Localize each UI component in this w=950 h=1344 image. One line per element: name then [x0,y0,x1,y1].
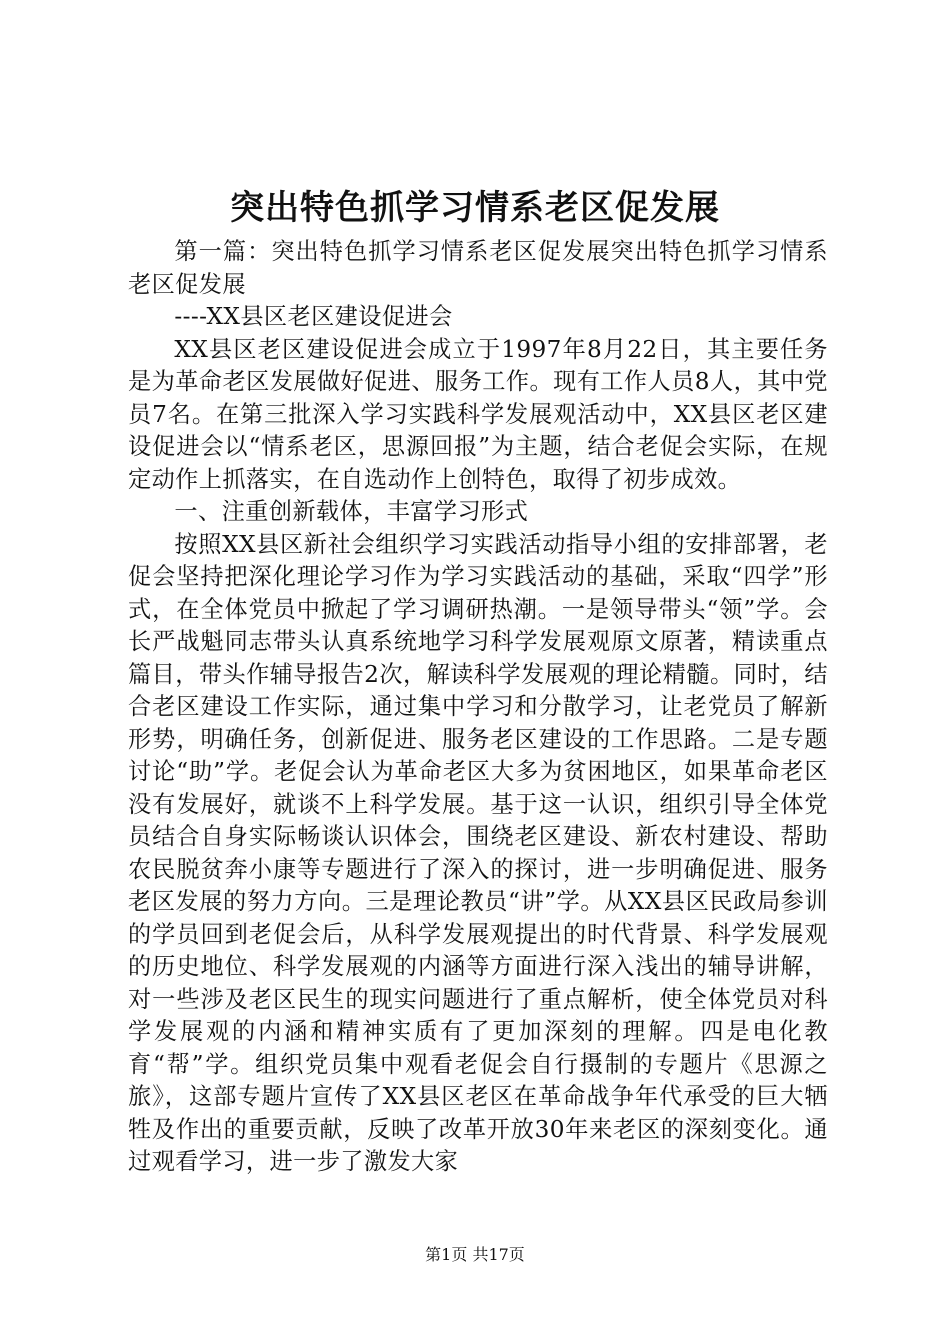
document-body [128,236,828,1179]
page-number: 第1页 共17页 [425,1245,525,1264]
document-title: 突出特色抓学习情系老区促发展 [230,188,720,228]
paragraph-study-forms: 按照XX县区新社会组织学习实践活动指导小组的安排部署，老促会坚持把深化理论学习作为学习实践活动的基础，采取“四学”形式，在全体党员中掀起了学习调研热潮。一是领导带头“领”学。会长严战魁同志带头认真系统地学习科学发展观原文原著，精读重点篇目，带头作辅导报告2次，解读科学发展观的理论精髓。同时，结合老区建设工作实际，通过集中学习和分散学习，让老党员了解新形势，明确任务，创新促进、服务老区建设的工作思路。二是专题讨论“助”学。老促会认为革命老区大多为贫困地区，如果革命老区没有发展好，就谈不上科学发展。基于这一认识，组织引导全体党员结合自身实际畅谈认识体会，围绕老区建设、新农村建设、帮助农民脱贫奔小康等专题进行了深入的探讨，进一步明确促进、服务老区发展的努力方向。三是理论教员“讲”学。从XX县区民政局参训的学员回到老促会后，从科学发展观提出的时代背景、科学发展观的历史地位、科学发展观的内涵等方面进行深入浅出的辅导讲解，对一些涉及老区民生的现实问题进行了重点解析，使全体党员对科学发展观的内涵和精神实质有了更加深刻的理解。四是电化教育“帮”学。组织党员集中观看老促会自行摄制的专题片《思源之旅》，这部专题片宣传了XX县区老区在革命战争年代承受的巨大牺牲及作出的重要贡献，反映了改革开放30年来老区的深刻变化。通过观看学习，进一步了激发大家 [128,530,828,1175]
paragraph-intro: 第一篇：突出特色抓学习情系老区促发展突出特色抓学习情系老区促发展 [128,238,828,298]
section-heading: 一、注重创新载体，丰富学习形式 [174,498,529,525]
paragraph-author: ----XX县区老区建设促进会 [174,303,453,330]
paragraph-overview: XX县区老区建设促进会成立于1997年8月22日，其主要任务是为革命老区发展做好促进、服务工作。现有工作人员8人，其中党员7名。在第三批深入学习实践科学发展观活动中，XX县区老区建设促进会以“情系老区，思源回报”为主题，结合老促会实际，在规定动作上抓落实，在自选动作上创特色，取得了初步成效。 [128,335,828,493]
